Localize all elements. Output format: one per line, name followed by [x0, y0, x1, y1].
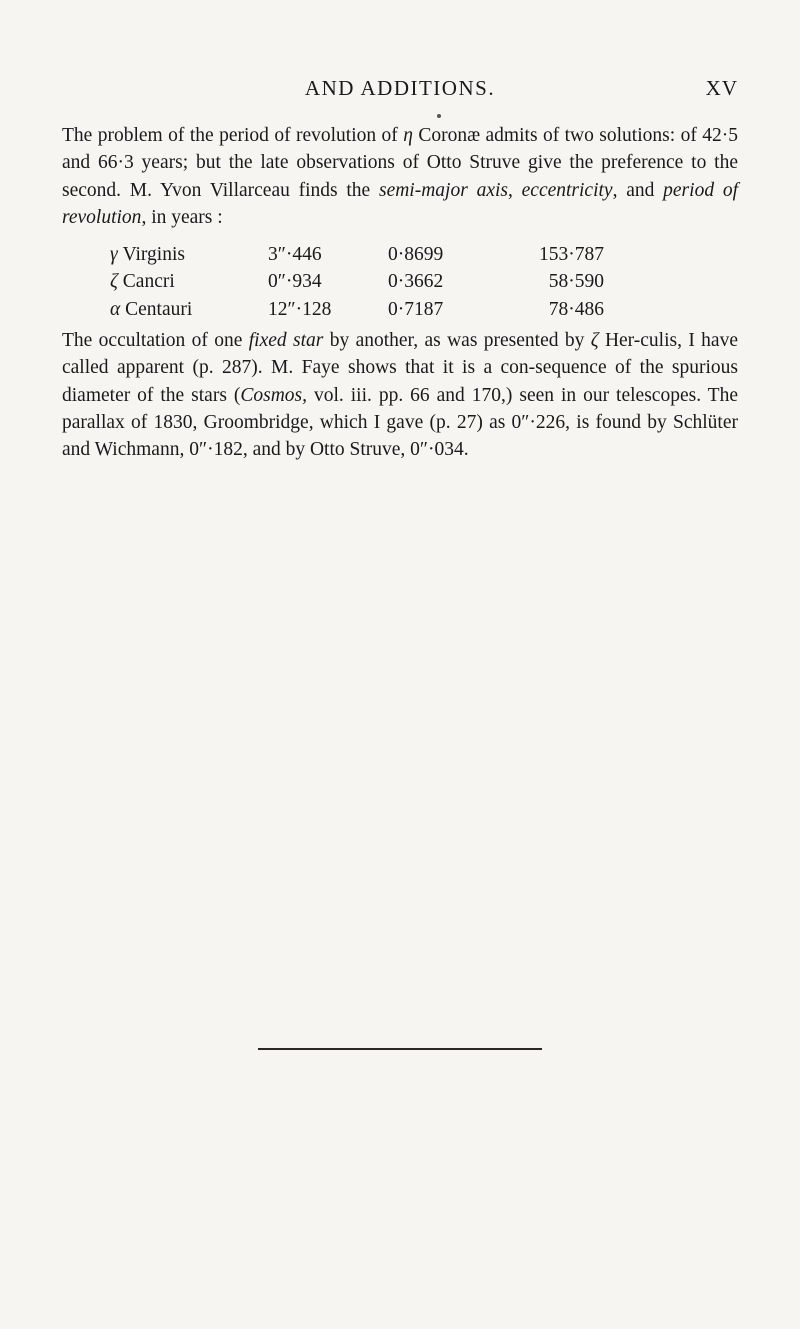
closing-rule [258, 1048, 542, 1050]
intro-sep-1: , [508, 179, 522, 201]
greek-letter: α [110, 298, 121, 320]
occ-text-4: vol. iii. pp. 66 and 170,) seen in our telescopes. The parallax of 1830, Groombridge, which I gave (p. 27) as 0″·226, is found by Schlüter and Wichmann, 0″·182, and by Otto Struve, 0″·034. [62, 384, 738, 461]
star-label: Virginis [117, 244, 185, 266]
term-period-of-revolution: period of revolution [62, 179, 738, 228]
eccentricity-value: 0·8699 [388, 244, 444, 266]
occ-text-1: The occultation of one [62, 330, 249, 352]
running-head-title: AND ADDITIONS. [304, 76, 496, 100]
semi-major-axis-value: 3″·446 [268, 244, 322, 266]
period-value: 78·486 [548, 298, 604, 320]
star-name [110, 241, 260, 268]
greek-letter: ζ [110, 271, 118, 293]
occ-text-3: Her-culis, I have called apparent (p. 287). M. Faye shows that it is a con-sequence of the spurious diameter of the stars ( [62, 330, 738, 406]
page-number: XV [705, 76, 738, 100]
semi-major-axis-value: 12″·128 [268, 298, 332, 320]
intro-sep-2: , and [612, 179, 664, 201]
intro-paragraph [62, 122, 738, 231]
running-head [62, 76, 738, 106]
table-row [110, 268, 604, 295]
star-name [110, 268, 260, 295]
semi-major-axis-value: 0″·934 [268, 271, 322, 293]
orbit-elements-table [110, 241, 604, 323]
intro-text-2: Coronæ admits of two solutions: of 42·5 and 66·3 years; but the late observations of Otto Struve give the preference to the second. M. Yvon Villarceau finds the [62, 125, 738, 201]
eta-symbol: η [403, 125, 413, 146]
star-label: Cancri [117, 271, 175, 293]
print-speck [437, 114, 441, 118]
table-row [110, 241, 604, 268]
intro-text-3: , in years : [141, 206, 223, 228]
term-semi-major-axis: semi-major axis [378, 179, 508, 201]
zeta-symbol: ζ [590, 330, 599, 352]
work-title-cosmos: Cosmos, [240, 384, 308, 406]
intro-text-1: The problem of the period of revolution of [62, 125, 404, 146]
greek-letter: γ [110, 244, 118, 266]
table-row [110, 296, 604, 323]
eccentricity-value: 0·3662 [388, 271, 444, 293]
occ-text-2: by another, as was presented by [323, 330, 591, 352]
term-fixed-star: fixed star [248, 330, 324, 352]
star-name [110, 296, 260, 323]
star-label: Centauri [120, 298, 193, 320]
eccentricity-value: 0·7187 [388, 298, 444, 320]
period-value: 153·787 [539, 244, 604, 266]
occultation-paragraph [62, 327, 738, 463]
body-text [62, 122, 738, 464]
term-eccentricity: eccentricity [521, 179, 613, 201]
period-value: 58·590 [548, 271, 604, 293]
